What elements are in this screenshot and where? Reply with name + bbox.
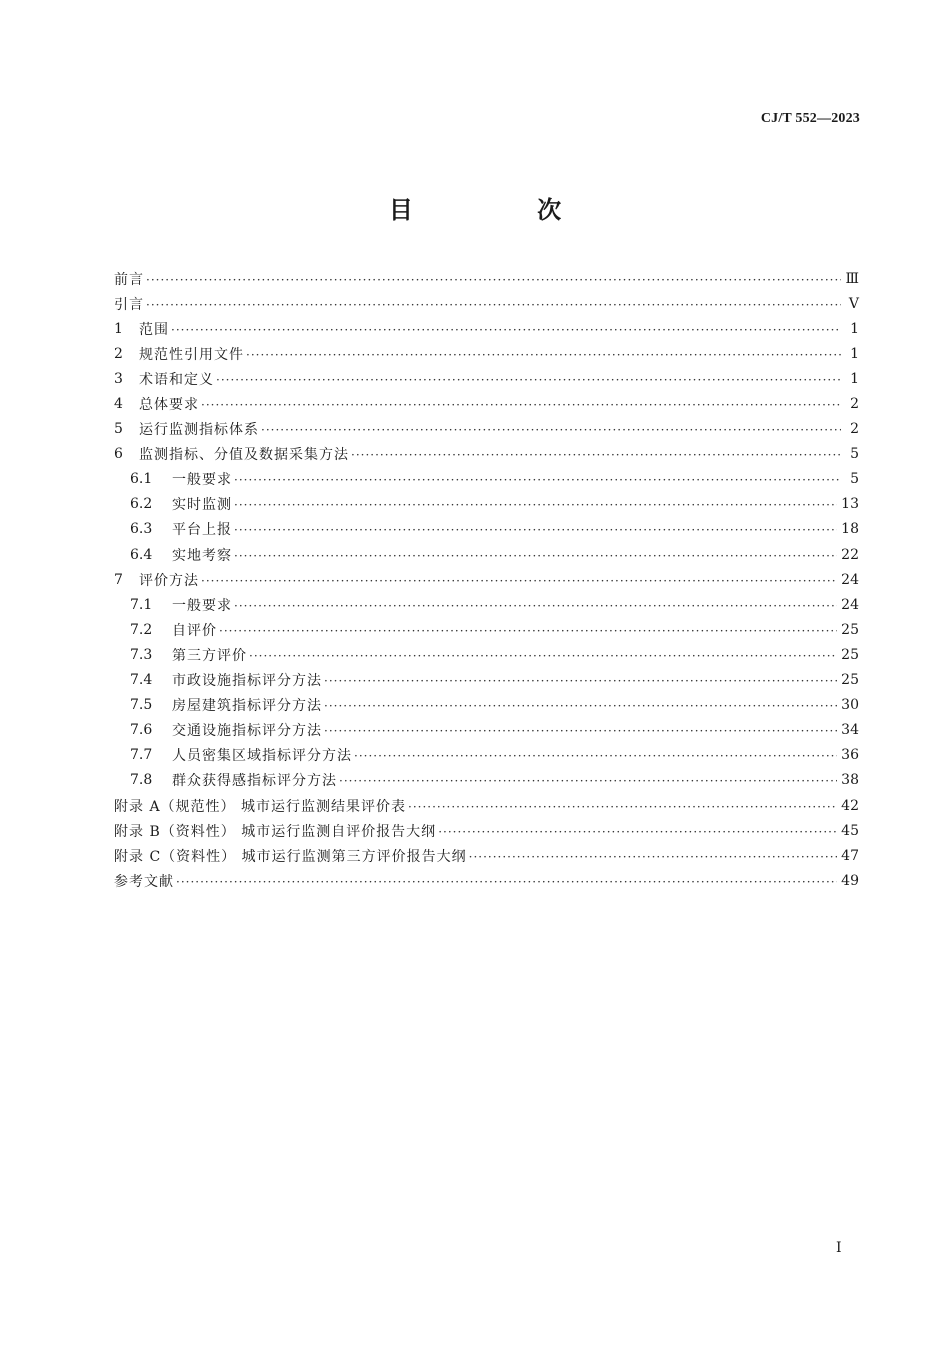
toc-entry-page: 5 [850,471,859,488]
toc-entry[interactable] [114,642,859,667]
toc-entry-page: 18 [841,521,859,538]
toc-leader-dots [324,724,837,738]
toc-entry-label: 引言 [114,296,144,313]
toc-entry[interactable] [114,843,859,868]
toc-leader-dots [408,800,837,814]
toc-entry-label: 评价方法 [139,572,199,589]
toc-entry-label: 附录 A（规范性） 城市运行监测结果评价表 [114,798,407,815]
toc-entry-number: 6.3 [130,521,153,538]
toc-entry-label: 平台上报 [172,522,232,539]
toc-leader-dots [234,498,837,512]
toc-entry[interactable] [114,417,859,442]
toc-leader-dots [246,348,841,362]
toc-leader-dots [339,774,837,788]
toc-entry-page: 25 [841,672,859,689]
page-title: 目 次 [388,196,620,224]
toc-leader-dots [234,599,837,613]
toc-entry[interactable] [114,266,859,291]
toc-entry-page: 30 [841,697,859,714]
toc-entry-number: 6.1 [130,471,153,488]
toc-entry[interactable] [114,693,859,718]
toc-entry[interactable] [114,818,859,843]
toc-entry[interactable] [114,567,859,592]
toc-leader-dots [438,825,837,839]
toc-entry-page: 25 [841,621,859,638]
toc-entry-label: 人员密集区域指标评分方法 [172,748,352,765]
toc-entry-label: 前言 [114,271,144,288]
toc-leader-dots [324,699,837,713]
toc-entry[interactable] [114,341,859,366]
standard-code: CJ/T 552—2023 [760,111,860,126]
toc-entry[interactable] [114,316,859,341]
toc-entry-number: 5 [114,421,123,438]
toc-entry-number: 7.7 [130,747,153,764]
toc-entry[interactable] [114,542,859,567]
toc-entry-page: 36 [841,747,859,764]
toc-entry-page: 2 [850,396,859,413]
toc-leader-dots [146,298,841,312]
toc-entry-page: 25 [841,646,859,663]
toc-entry-label: 一般要求 [172,472,232,489]
toc-entry-number: 7.8 [130,772,153,789]
toc-entry-number: 6.4 [130,546,153,563]
toc-entry-page: 1 [850,320,859,337]
toc-leader-dots [176,875,837,889]
toc-entry-page: 34 [841,722,859,739]
toc-entry[interactable] [114,442,859,467]
toc-entry-label: 群众获得感指标评分方法 [172,773,337,790]
toc-entry-page: 24 [841,596,859,613]
toc-entry-page: 5 [850,446,859,463]
toc-entry-page: Ⅴ [848,295,859,312]
toc-leader-dots [201,398,841,412]
toc-leader-dots [219,624,837,638]
toc-entry[interactable] [114,517,859,542]
toc-entry-number: 6.2 [130,496,153,513]
toc-leader-dots [234,473,841,487]
toc-entry-page: 45 [841,822,859,839]
toc-entry-page: 38 [841,772,859,789]
toc-leader-dots [469,850,838,864]
toc-entry-number: 7.6 [130,722,153,739]
page-number: Ⅰ [836,1240,842,1256]
toc-entry-page: 2 [850,421,859,438]
toc-entry-label: 自评价 [172,622,217,639]
toc-entry-label: 实地考察 [172,547,232,564]
toc-entry-page: 1 [850,370,859,387]
toc-entry-page: 47 [841,847,859,864]
toc-entry[interactable] [114,467,859,492]
toc-entry-label: 参考文献 [114,873,174,890]
toc-leader-dots [249,649,837,663]
toc-entry-number: 7.5 [130,697,153,714]
table-of-contents [114,266,859,893]
toc-entry-page: Ⅲ [845,270,859,287]
toc-entry-page: 49 [841,872,859,889]
toc-leader-dots [216,373,841,387]
toc-entry-label: 监测指标、分值及数据采集方法 [139,447,349,464]
toc-entry[interactable] [114,793,859,818]
toc-entry[interactable] [114,492,859,517]
toc-entry-label: 一般要求 [172,597,232,614]
toc-entry-number: 7.1 [130,596,153,613]
toc-entry-number: 2 [114,345,123,362]
toc-leader-dots [171,323,841,337]
toc-entry-number: 7.4 [130,672,153,689]
toc-leader-dots [324,674,837,688]
toc-entry-label: 交通设施指标评分方法 [172,723,322,740]
toc-entry-number: 6 [114,446,123,463]
toc-entry-page: 1 [850,345,859,362]
toc-entry-number: 4 [114,396,123,413]
toc-entry[interactable] [114,592,859,617]
toc-entry-number: 7.2 [130,621,153,638]
toc-entry-page: 13 [841,496,859,513]
toc-leader-dots [201,574,837,588]
toc-entry[interactable] [114,768,859,793]
toc-leader-dots [234,549,837,563]
toc-entry[interactable] [114,617,859,642]
toc-entry[interactable] [114,391,859,416]
toc-entry-number: 1 [114,320,123,337]
toc-entry[interactable] [114,868,859,893]
toc-entry-label: 总体要求 [139,397,199,414]
toc-entry-label: 房屋建筑指标评分方法 [172,698,322,715]
toc-entry-number: 7 [114,571,123,588]
toc-entry[interactable] [114,743,859,768]
toc-entry-label: 术语和定义 [139,371,214,388]
toc-entry-label: 附录 C（资料性） 城市运行监测第三方评价报告大纲 [114,848,467,865]
toc-entry[interactable] [114,366,859,391]
toc-entry-label: 规范性引用文件 [139,346,244,363]
toc-leader-dots [146,273,841,287]
toc-leader-dots [234,523,837,537]
toc-entry-page: 22 [841,546,859,563]
toc-entry-label: 实时监测 [172,497,232,514]
toc-entry-label: 范围 [139,321,169,338]
toc-entry-label: 运行监测指标体系 [139,422,259,439]
toc-leader-dots [354,749,837,763]
toc-entry-number: 7.3 [130,646,153,663]
toc-entry-label: 附录 B（资料性） 城市运行监测自评价报告大纲 [114,823,437,840]
toc-entry-page: 24 [841,571,859,588]
toc-entry-page: 42 [841,797,859,814]
toc-entry-label: 第三方评价 [172,647,247,664]
toc-entry-label: 市政设施指标评分方法 [172,673,322,690]
toc-leader-dots [261,423,841,437]
toc-entry[interactable] [114,668,859,693]
toc-entry-number: 3 [114,370,123,387]
toc-leader-dots [351,448,841,462]
toc-entry[interactable] [114,718,859,743]
toc-entry[interactable] [114,291,859,316]
